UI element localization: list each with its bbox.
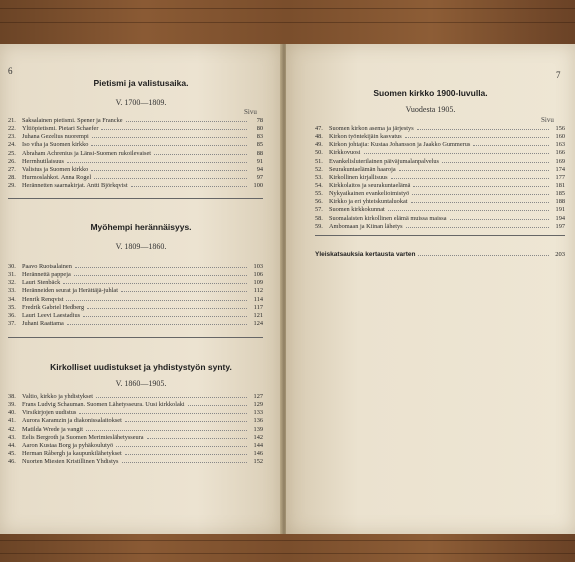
toc-entry-number: 27.	[8, 165, 16, 173]
toc-entry-number: 44.	[8, 441, 16, 449]
section-period: V. 1700—1809.	[115, 98, 167, 107]
toc-entry-page: 94	[256, 165, 263, 173]
dot-leader	[411, 202, 549, 203]
toc-entry-page: 174	[555, 165, 565, 173]
dot-leader	[125, 454, 247, 455]
toc-entry-number: 32.	[8, 279, 16, 287]
dot-leader	[63, 283, 247, 284]
toc-entry-page: 144	[253, 441, 263, 449]
toc-entry-title: Juhani Raattama	[22, 319, 64, 327]
toc-entry	[8, 279, 263, 287]
toc-entry-number: 47.	[315, 125, 323, 132]
toc-entry	[315, 141, 565, 149]
section-heading: Kirkolliset uudistukset ja yhdistystyön synty.	[50, 362, 232, 372]
toc-entry-number: 49.	[315, 141, 323, 149]
section-heading: Suomen kirkko 1900-luvulla.	[373, 88, 488, 98]
dot-leader	[131, 186, 247, 187]
toc-entry-title: Seurakuntaelämän haaroja	[329, 165, 396, 173]
dot-leader	[91, 170, 247, 171]
toc-entry-title: Juhana Gezelius nuorempi	[22, 133, 89, 141]
dot-leader	[122, 462, 248, 463]
toc-entry-number: 42.	[8, 425, 16, 433]
toc-entry-number: 39.	[8, 401, 16, 409]
toc-entry	[8, 442, 263, 450]
toc-entry	[315, 133, 565, 141]
toc-entry-page: 100	[253, 182, 263, 190]
dot-leader	[126, 121, 247, 122]
dot-leader	[413, 186, 549, 187]
toc-entry-number: 23.	[8, 133, 16, 141]
toc-entry-page: 83	[256, 133, 263, 141]
toc-entry-title: Kirkko ja eri yhteiskuntaluokat	[329, 198, 408, 206]
toc-entry-number: 53.	[315, 173, 323, 181]
toc-entry-number: 31.	[8, 271, 16, 279]
toc-entry-title: Henrik Renqvist	[22, 295, 64, 303]
dot-leader	[154, 154, 247, 155]
toc-entry-number: 21.	[8, 117, 16, 124]
dot-leader	[391, 178, 549, 179]
toc-entry	[8, 287, 263, 295]
toc-entry-title: Kirkkolaitos ja seurakuntaelämä	[329, 181, 411, 189]
toc-entry-page: 117	[253, 303, 263, 311]
toc-entry-number: 56.	[315, 198, 323, 206]
toc-entry	[8, 296, 263, 304]
toc-entry	[8, 117, 263, 125]
dot-leader	[92, 137, 247, 138]
toc-entry-page: 109	[253, 279, 263, 287]
dot-leader	[83, 316, 247, 317]
toc-entry-number: 28.	[8, 173, 16, 181]
toc-entry-title: Aaron Kustaa Borg ja pyhäkoulutyö	[22, 441, 114, 449]
toc-entry-number: 57.	[315, 206, 323, 214]
toc-entry-page: 97	[256, 173, 263, 181]
dot-leader	[188, 405, 247, 406]
toc-entry	[8, 158, 263, 166]
toc-entry-number: 34.	[8, 295, 16, 303]
dot-leader	[417, 129, 549, 130]
dot-leader	[67, 324, 247, 325]
toc-entry-number: 35.	[8, 303, 16, 311]
toc-entry-title: Kirkollinen kirjallisuus	[329, 173, 388, 181]
toc-entry-title: Yleiskatsauksia kertausta varten	[315, 251, 416, 258]
dot-leader	[473, 145, 549, 146]
toc-list	[8, 393, 263, 466]
dot-leader	[66, 300, 247, 301]
section-heading: Myöhempi herännäisyys.	[90, 222, 192, 232]
toc-entry-page: 203	[555, 251, 565, 258]
toc-entry-number: 38.	[8, 393, 16, 400]
page-number: 7	[556, 70, 561, 80]
right-page	[286, 44, 575, 534]
toc-entry	[8, 182, 263, 190]
toc-entry-page: 139	[253, 425, 263, 433]
toc-entry	[8, 304, 263, 312]
section-divider	[315, 235, 565, 236]
dot-leader	[147, 438, 247, 439]
dot-leader	[412, 194, 549, 195]
toc-entry-title: Eelis Bergroth ja Suomen Merimieslähetysseura	[22, 433, 144, 441]
toc-entry-number: 24.	[8, 141, 16, 149]
toc-entry-title: Frans Ludvig Schauman. Suomen Lähetysseura. Uusi kirkkolaki	[22, 401, 185, 409]
toc-entry-number: 36.	[8, 311, 16, 319]
toc-entry-page: 177	[555, 173, 565, 181]
toc-entry	[8, 263, 263, 271]
toc-list	[315, 125, 565, 231]
toc-entry-page: 142	[253, 433, 263, 441]
toc-entry-number: 45.	[8, 449, 16, 457]
toc-entry-number: 30.	[8, 263, 16, 270]
toc-entry-page: 169	[555, 157, 565, 165]
page-number: 6	[8, 66, 13, 76]
dot-leader	[91, 145, 247, 146]
toc-entry-page: 152	[253, 458, 263, 466]
left-page	[0, 44, 282, 534]
toc-entry	[8, 141, 263, 149]
dot-leader	[405, 137, 549, 138]
toc-entry-title: Evankelisluterilainen päiväjumalanpalvelus	[329, 157, 439, 165]
toc-entry-page: 156	[555, 125, 565, 132]
dot-leader	[86, 430, 247, 431]
toc-entry-page: 185	[555, 190, 565, 198]
toc-entry-page: 191	[555, 206, 565, 214]
toc-entry-number: 52.	[315, 165, 323, 173]
toc-entry	[8, 166, 263, 174]
toc-entry-number: 59.	[315, 222, 323, 230]
toc-entry-title: Iso viha ja Suomen kirkko	[22, 141, 89, 149]
toc-entry	[8, 434, 263, 442]
section-period: V. 1809—1860.	[115, 242, 167, 251]
toc-entry-page: 129	[253, 401, 263, 409]
toc-entry	[315, 215, 565, 223]
toc-entry-title: Suomalaisten kirkollinen elämä muissa maissa	[329, 214, 447, 222]
section-period: V. 1860—1905.	[115, 379, 167, 388]
toc-entry-page: 112	[253, 287, 263, 295]
dot-leader	[94, 178, 247, 179]
toc-entry-title: Suomen kirkkokunnat	[329, 206, 385, 214]
dot-leader	[121, 291, 247, 292]
toc-entry	[8, 450, 263, 458]
toc-entry-page: 78	[256, 117, 263, 124]
toc-entry-page: 88	[256, 149, 263, 157]
toc-entry	[8, 393, 263, 401]
toc-entry-number: 22.	[8, 125, 16, 133]
toc-entry-number: 48.	[315, 133, 323, 141]
toc-entry-title: Hurmoslahkot. Anna Rogel	[22, 173, 92, 181]
dot-leader	[87, 308, 247, 309]
toc-entry-title: Saksalainen pietismi. Spener ja Francke	[22, 117, 123, 124]
toc-entry-title: Nykyaikainen evankelioimistyö	[329, 190, 410, 198]
toc-entry-number: 40.	[8, 409, 16, 417]
toc-entry	[8, 150, 263, 158]
toc-entry	[315, 182, 565, 190]
dot-leader	[75, 267, 247, 268]
toc-entry-page: 127	[253, 393, 263, 400]
toc-entry-title: Paavo Ruotsalainen	[22, 263, 72, 270]
toc-entry-title: Herman Råbergh ja kaupunkilähetykset	[22, 449, 122, 457]
toc-entry	[8, 312, 263, 320]
toc-entry-page: 166	[555, 149, 565, 157]
toc-entry-number: 41.	[8, 417, 16, 425]
toc-entry-page: 114	[253, 295, 263, 303]
toc-entry-page: 188	[555, 198, 565, 206]
toc-entry	[315, 125, 565, 133]
toc-entry	[315, 166, 565, 174]
toc-entry-page: 160	[555, 133, 565, 141]
dot-leader	[74, 275, 247, 276]
toc-entry-page: 194	[555, 214, 565, 222]
dot-leader	[364, 153, 550, 154]
toc-entry-title: Heränneiden seurat ja Herättäjä-juhlat	[22, 287, 118, 295]
dot-leader	[399, 170, 549, 171]
toc-entry-number: 54.	[315, 181, 323, 189]
toc-entry-number: 37.	[8, 319, 16, 327]
toc-entry-page: 121	[253, 311, 263, 319]
toc-entry-title: Lauri Leevi Laestadius	[22, 311, 81, 319]
toc-entry	[8, 401, 263, 409]
toc-entry	[315, 190, 565, 198]
toc-entry	[8, 417, 263, 425]
toc-entry-page: 181	[555, 181, 565, 189]
dot-leader	[96, 397, 247, 398]
toc-entry-number: 43.	[8, 433, 16, 441]
toc-entry	[8, 409, 263, 417]
toc-entry-number: 26.	[8, 157, 16, 165]
toc-entry-page: 136	[253, 417, 263, 425]
toc-entry	[315, 206, 565, 214]
toc-entry-number: 50.	[315, 149, 323, 157]
toc-entry-title: Yltiöpietismi. Pietari Schaefer	[22, 125, 99, 133]
dot-leader	[67, 162, 247, 163]
toc-entry-title: Abraham Achrenius ja Länsi-Suomen rukoilevaiset	[22, 149, 152, 157]
toc-entry-page: 80	[256, 125, 263, 133]
toc-entry-title: Kirkon työntekijäin kasvatus	[329, 133, 402, 141]
toc-entry-number: 58.	[315, 214, 323, 222]
toc-entry-page: 197	[555, 222, 565, 230]
toc-entry-title: Ambomaan ja Kiinan lähetys	[329, 222, 403, 230]
sivu-label: Sivu	[541, 116, 554, 124]
toc-entry-title: Aurora Karamzin ja diakonissalaitokset	[22, 417, 122, 425]
toc-entry	[315, 149, 565, 157]
dot-leader	[450, 219, 549, 220]
toc-entry	[315, 158, 565, 166]
toc-entry-page: 106	[253, 271, 263, 279]
toc-entry-title: Matilda Wrede ja vangit	[22, 425, 84, 433]
toc-entry-number: 25.	[8, 149, 16, 157]
toc-entry-number: 33.	[8, 287, 16, 295]
toc-entry-page: 124	[253, 319, 263, 327]
dot-leader	[406, 227, 549, 228]
toc-extra-entry	[315, 251, 565, 258]
toc-entry-page: 146	[253, 449, 263, 457]
dot-leader	[125, 421, 247, 422]
toc-entry-title: Nuorten Miesten Kristillinen Yhdistys	[22, 458, 119, 466]
toc-entry	[8, 458, 263, 466]
toc-entry-title: Valistus ja Suomen kirkko	[22, 165, 89, 173]
open-book	[0, 44, 575, 534]
toc-entry-page: 163	[555, 141, 565, 149]
toc-entry-page: 85	[256, 141, 263, 149]
toc-entry	[8, 133, 263, 141]
toc-entry	[8, 174, 263, 182]
section-heading: Pietismi ja valistusaika.	[93, 78, 189, 88]
toc-entry-title: Kirkon johtajia: Kustaa Johansson ja Jaakko Gummerus	[329, 141, 471, 149]
toc-entry-page: 91	[256, 157, 263, 165]
toc-entry-title: Valtio, kirkko ja yhdistykset	[22, 393, 94, 400]
toc-entry-title: Lauri Stenbäck	[22, 279, 61, 287]
toc-entry-title: Herännettä pappeja	[22, 271, 71, 279]
toc-entry-title: Suomen kirkon asema ja järjestys	[329, 125, 414, 132]
toc-entry	[315, 174, 565, 182]
toc-entry-title: Fredrik Gabriel Hedberg	[22, 303, 85, 311]
toc-entry	[8, 426, 263, 434]
dot-leader	[116, 446, 247, 447]
toc-entry	[8, 320, 263, 328]
toc-entry	[8, 125, 263, 133]
toc-entry-page: 103	[253, 263, 263, 270]
toc-entry-number: 55.	[315, 190, 323, 198]
toc-entry-number: 29.	[8, 182, 16, 190]
toc-entry	[315, 198, 565, 206]
toc-entry-title: Herrnhutilaisuus	[22, 157, 64, 165]
section-period: Vuodesta 1905.	[405, 105, 456, 114]
dot-leader	[79, 413, 247, 414]
toc-entry-title: Kirkkovuosi	[329, 149, 361, 157]
section-divider	[8, 198, 263, 199]
toc-entry-title: Herännetten saarnakirjat. Antti Björkqvist	[22, 182, 128, 190]
toc-entry-number: 51.	[315, 157, 323, 165]
toc-entry-page: 133	[253, 409, 263, 417]
dot-leader	[101, 129, 247, 130]
toc-entry	[315, 223, 565, 231]
sivu-label: Sivu	[244, 108, 257, 116]
toc-entry	[8, 271, 263, 279]
toc-list	[8, 263, 263, 328]
toc-entry-title: Virsikirjojen uudistus	[22, 409, 77, 417]
toc-entry-number: 46.	[8, 458, 16, 466]
dot-leader	[442, 162, 549, 163]
toc-list	[8, 117, 263, 190]
section-divider	[8, 337, 263, 338]
dot-leader	[388, 210, 549, 211]
dot-leader	[418, 255, 549, 256]
